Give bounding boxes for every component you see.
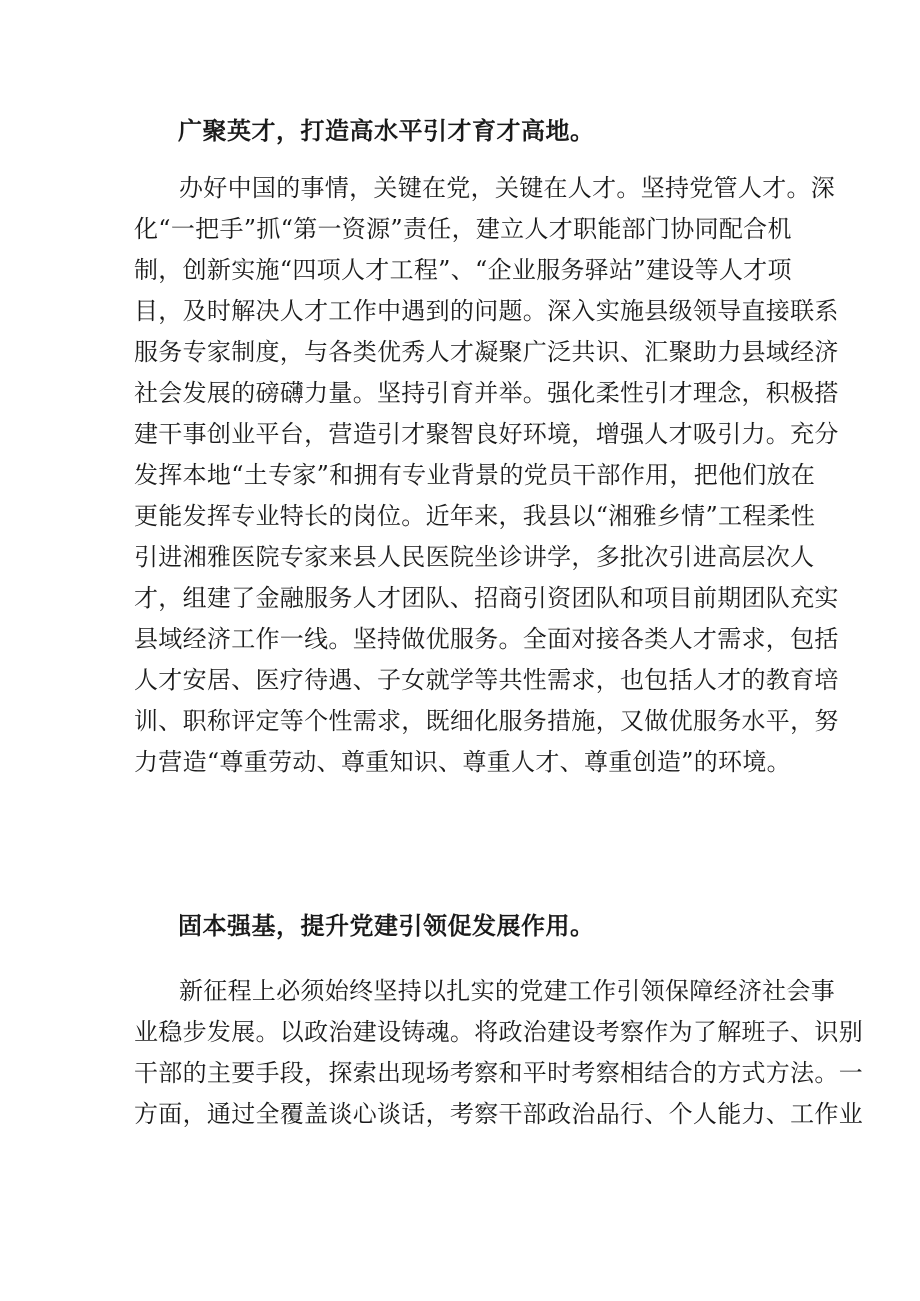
text-line: 才，组建了金融服务人才团队、招商引资团队和项目前期团队充实 — [134, 584, 839, 612]
text-line: 制，创新实施“四项人才工程”、“企业服务驿站”建设等人才项 — [134, 256, 792, 284]
text-line: 社会发展的磅礴力量。坚持引育并举。强化柔性引才理念，积极搭 — [134, 379, 839, 407]
text-line: 业稳步发展。以政治建设铸魂。将政治建设考察作为了解班子、识别 — [134, 1018, 863, 1046]
text-line: 更能发挥专业特长的岗位。近年来，我县以“湘雅乡情”工程柔性 — [134, 502, 816, 530]
text-line: 发挥本地“土专家”和拥有专业背景的党员干部作用，把他们放在 — [134, 461, 816, 489]
text-line: 力营造“尊重劳动、尊重知识、尊重人才、尊重创造”的环境。 — [134, 748, 791, 776]
section-heading-party-building: 固本强基，提升党建引领促发展作用。 — [178, 911, 595, 940]
text-line: 目，及时解决人才工作中遇到的问题。深入实施县级领导直接联系 — [134, 297, 839, 325]
paragraph-party-building — [134, 971, 863, 1135]
text-line: 方面，通过全覆盖谈心谈话，考察干部政治品行、个人能力、工作业 — [134, 1100, 863, 1128]
text-line: 建干事创业平台，营造引才聚智良好环境，增强人才吸引力。充分 — [134, 420, 839, 448]
text-line: 服务专家制度，与各类优秀人才凝聚广泛共识、汇聚助力县域经济 — [134, 338, 839, 366]
text-line: 县域经济工作一线。坚持做优服务。全面对接各类人才需求，包括 — [134, 625, 839, 653]
text-line: 引进湘雅医院专家来县人民医院坐诊讲学，多批次引进高层次人 — [134, 543, 815, 571]
paragraph-talent — [134, 168, 839, 783]
text-line: 训、职称评定等个性需求，既细化服务措施，又做优服务水平，努 — [134, 707, 839, 735]
text-line: 人才安居、医疗待遇、子女就学等共性需求，也包括人才的教育培 — [134, 666, 839, 694]
section-heading-talent: 广聚英才，打造高水平引才育才高地。 — [178, 116, 595, 145]
text-line: 新征程上必须始终坚持以扎实的党建工作引领保障经济社会事 — [179, 977, 836, 1005]
text-line: 干部的主要手段，探索出现场考察和平时考察相结合的方式方法。一 — [134, 1059, 863, 1087]
text-line: 化“一把手”抓“第一资源”责任，建立人才职能部门协同配合机 — [134, 215, 792, 243]
text-line: 办好中国的事情，关键在党，关键在人才。坚持党管人才。深 — [179, 174, 836, 202]
